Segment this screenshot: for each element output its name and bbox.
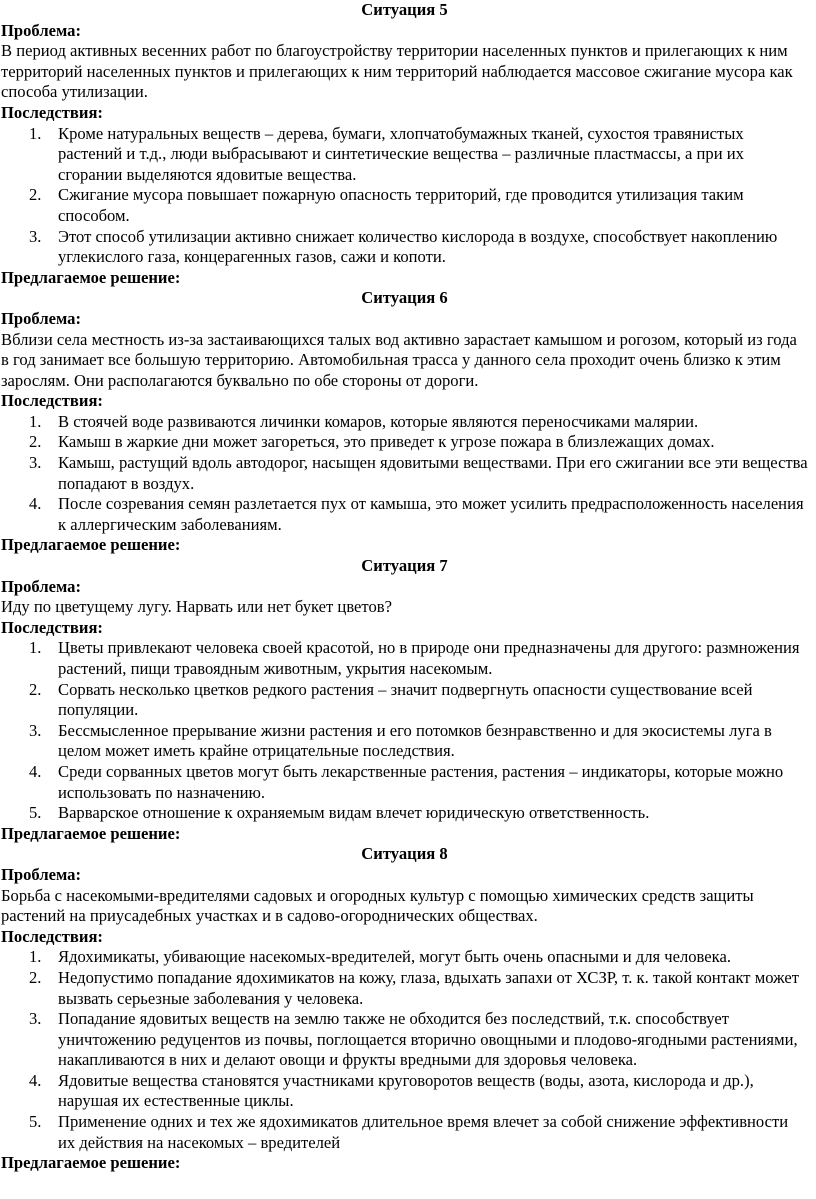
list-item-text: Ядовитые вещества становятся участниками круговоротов веществ (воды, азота, кислорода и др.), нарушая их естественные циклы.: [58, 1070, 754, 1111]
list-item-text: Этот способ утилизации активно снижает количество кислорода в воздухе, способствует накоплению углекислого газа, концерагенных газов, сажи и копоти.: [58, 226, 778, 267]
list-item-text: Камыш, растущий вдоль автодорог, насыщен ядовитыми веществами. При его сжигании все эти вещества попадают в воздух.: [58, 453, 808, 493]
list-item: [1, 453, 808, 494]
situation-title: Ситуация 5: [361, 0, 448, 19]
list-item-text: После созревания семян разлетается пух от камыша, это может усилить предрасположенность населения к аллергическим заболеваниям.: [58, 494, 804, 534]
list-item: [1, 124, 808, 186]
list-item: [1, 968, 808, 1009]
list-item: [1, 1009, 808, 1071]
solution-label: Предлагаемое решение:: [1, 823, 181, 843]
situation-title: Ситуация 8: [361, 844, 448, 864]
solution-label: Предлагаемое решение:: [1, 535, 181, 555]
list-item-text: Кроме натуральных веществ – дерева, бумаги, хлопчатобумажных тканей, сухостоя травянистых растений и т.д., люди выбрасывают и синтетические вещества – различные пластмассы, а при их сгорании выделяются ядовитые вещества.: [58, 123, 744, 184]
list-item-text: Цветы привлекают человека своей красотой, но в природе они предназначены для другого: размножения растений, пищи травоядным животным, укрытия насекомым.: [58, 638, 800, 678]
consequences-label: Последствия:: [1, 391, 103, 411]
list-item: [1, 1112, 808, 1153]
list-item: [1, 680, 808, 721]
list-item-number: 3.: [29, 226, 42, 246]
list-item-text: Сжигание мусора повышает пожарную опасность территорий, где проводится утилизация таким способом.: [58, 185, 744, 225]
list-item-text: Камыш в жаркие дни может загореться, это приведет к угрозе пожара в близлежащих домах.: [58, 432, 715, 452]
list-item: [1, 721, 808, 762]
consequences-list: [1, 124, 808, 268]
list-item: [1, 432, 808, 453]
problem-label: Проблема:: [1, 308, 82, 328]
list-item-number: 4.: [29, 761, 42, 781]
list-item-number: 1.: [29, 411, 42, 431]
list-item: [1, 227, 808, 268]
consequences-label: Последствия:: [1, 926, 103, 946]
list-item-number: 2.: [29, 679, 42, 699]
consequences-label: Последствия:: [1, 102, 103, 122]
list-item-text: Сорвать несколько цветков редкого растения – значит подвергнуть опасности существование всей популяции.: [58, 679, 753, 720]
problem-label: Проблема:: [1, 20, 82, 40]
list-item: [1, 947, 808, 968]
list-item-number: 1.: [29, 638, 42, 658]
list-item-text: Среди сорванных цветов могут быть лекарственные растения, растения – индикаторы, которые можно использовать по назначению.: [58, 761, 784, 802]
problem-text: Иду по цветущему лугу. Нарвать или нет букет цветов?: [1, 597, 392, 617]
list-item-number: 3.: [29, 453, 42, 473]
list-item-number: 3.: [29, 1009, 42, 1029]
list-item-number: 5.: [29, 1112, 42, 1132]
situation-section: [1, 844, 808, 1174]
list-item-number: 2.: [29, 432, 42, 452]
situation-section: [1, 0, 808, 288]
consequences-list: [1, 412, 808, 536]
list-item: [1, 185, 808, 226]
situation-title: Ситуация 6: [361, 288, 448, 308]
list-item-text: Недопустимо попадание ядохимикатов на кожу, глаза, вдыхать запахи от ХСЗР, т. к. такой контакт может вызвать серьезные заболевания у человека.: [58, 967, 799, 1008]
list-item-number: 2.: [29, 185, 42, 205]
solution-label: Предлагаемое решение:: [1, 1153, 181, 1173]
situation-title: Ситуация 7: [361, 556, 448, 576]
list-item-number: 2.: [29, 967, 42, 987]
list-item-number: 4.: [29, 1070, 42, 1090]
list-item: [1, 412, 808, 433]
problem-label: Проблема:: [1, 864, 82, 884]
consequences-label: Последствия:: [1, 617, 103, 637]
list-item-number: 4.: [29, 494, 42, 514]
list-item: [1, 494, 808, 535]
list-item-text: В стоячей воде развиваются личинки комаров, которые являются переносчиками малярии.: [58, 411, 699, 431]
list-item-number: 5.: [29, 803, 42, 823]
list-item-text: Попадание ядовитых веществ на землю также не обходится без последствий, т.к. способствует уничтожению редуцентов из почвы, поглощается вторично овощными и плодово-ягодными растениями, накапливаются в них и делают овощи и фрукты вредными для здоровья человека.: [58, 1009, 798, 1070]
consequences-list: [1, 947, 808, 1153]
list-item-text: Применение одних и тех же ядохимикатов длительное время влечет за собой снижение эффективности их действия на насекомых – вредителей: [58, 1112, 789, 1152]
problem-text: В период активных весенних работ по благоустройству территории населенных пунктов и прилегающих к ним территорий населенных пунктов и прилегающих к ним территорий наблюдается массовое сжигание мусора как способа утилизации.: [1, 41, 793, 102]
list-item-number: 1.: [29, 947, 42, 967]
list-item-number: 1.: [29, 123, 42, 143]
list-item: [1, 762, 808, 803]
list-item: [1, 638, 808, 679]
list-item-number: 3.: [29, 720, 42, 740]
problem-text: Вблизи села местность из-за застаивающихся талых вод активно зарастает камышом и рогозом, который из года в год занимает все большую территорию. Автомобильная трасса у данного села проходит очень близко к этим зарослям. Они располагаются буквально по обе стороны от дороги.: [1, 329, 797, 390]
situation-section: [1, 288, 808, 556]
problem-label: Проблема:: [1, 576, 82, 596]
list-item-text: Варварское отношение к охраняемым видам влечет юридическую ответственность.: [58, 803, 650, 823]
problem-text: Борьба с насекомыми-вредителями садовых и огородных культур с помощью химических средств защиты растений на приусадебных участках и в садово-огороднических обществах.: [1, 885, 754, 926]
list-item: [1, 803, 808, 824]
list-item: [1, 1071, 808, 1112]
consequences-list: [1, 638, 808, 823]
situation-section: [1, 556, 808, 844]
solution-label: Предлагаемое решение:: [1, 267, 181, 287]
list-item-text: Бессмысленное прерывание жизни растения и его потомков безнравственно и для экосистемы луга в целом может иметь крайне отрицательные последствия.: [58, 720, 772, 761]
list-item-text: Ядохимикаты, убивающие насекомых-вредителей, могут быть очень опасными и для человека.: [58, 947, 731, 967]
